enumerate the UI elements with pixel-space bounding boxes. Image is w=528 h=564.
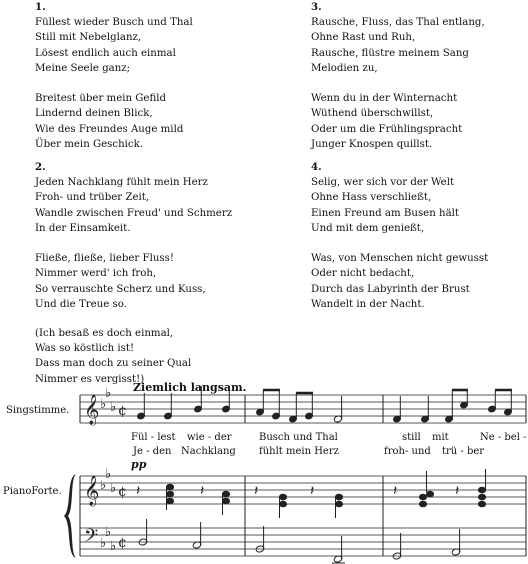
poem-line: Nimmer es vergisst!) [35,373,145,385]
poem-line: Ohne Rast und Ruh, [311,32,416,44]
lyric-v2: Nachklang [181,446,236,457]
poem-line: Was, von Menschen nicht gewusst [311,253,489,265]
poem-line: Oder nicht bedacht, [311,268,415,280]
svg-text:¢: ¢ [118,484,127,500]
svg-text:𝄽: 𝄽 [455,483,460,499]
voice-label: Singstimme. [6,405,70,416]
poem-line: Jeden Nachklang fühlt mein Herz [35,177,208,189]
poem-line: Wandle zwischen Freud' und Schmerz [35,207,233,219]
brace-icon [64,474,76,558]
svg-text:𝄽: 𝄽 [254,483,259,499]
poem-line: Und mit dem genießt, [311,222,425,234]
poem-line: Melodien zu, [311,62,378,74]
bass-clef-icon: 𝄢 [84,526,99,551]
poem-line: Ohne Hass verschließt, [311,192,432,204]
poem-line: Breitest über mein Gefild [35,93,167,105]
poem-line: Wandelt in der Nacht. [311,298,425,310]
piano-bass-notes [138,519,461,563]
poem-line: Über mein Geschick. [35,138,144,150]
svg-text:♭: ♭ [110,481,117,496]
voice-notes [137,386,513,423]
poem-line: Froh- und trüber Zeit, [35,192,150,204]
key-signature [100,386,116,554]
poem-line: (Ich besaß es doch einmal, [35,328,174,339]
stanza-number: 3. [311,1,322,13]
stanza-number: 4. [311,161,322,173]
poem-line: Lösest endlich auch einmal [35,47,176,59]
poem-line: Lindernd deinen Blick, [35,108,153,120]
poem-line: Junger Knospen quillst. [311,138,433,150]
poem-line: Wenn du in der Winternacht [311,93,458,105]
poem-line: Oder um die Frühlingspracht [311,123,463,135]
poem-line: Füllest wieder Busch und Thal [35,17,193,29]
lyric-v2: fühlt mein Herz [259,446,339,457]
poem-line: In der Einsamkeit. [35,222,131,234]
poem-line: Einen Freund am Busen hält [311,207,459,219]
poem-line: Still mit Nebelglanz, [35,32,142,44]
poem-line: Was so köstlich ist! [35,343,135,355]
svg-text:¢: ¢ [118,535,127,551]
poem-line: Wüthend überschwillst, [311,108,434,120]
lyric-v2: trü - ber [442,446,485,457]
dynamic-marking: pp [131,458,147,471]
lyric-v1: mit [432,432,449,443]
lyric-v1: wie - der [187,432,232,443]
svg-text:♭: ♭ [100,536,107,551]
treble-clef-icon: 𝄞 [84,395,100,425]
poem-line: Durch das Labyrinth der Brust [311,283,470,295]
svg-text:♭: ♭ [100,478,107,493]
poem-line: Fließe, fließe, lieber Fluss! [35,253,174,265]
tempo-marking: Ziemlich langsam. [133,381,247,394]
poem-line: Meine Seele ganz; [35,62,131,74]
svg-text:𝄽: 𝄽 [393,483,398,499]
poem-line: Selig, wer sich vor der Welt [311,177,455,189]
lyric-v2: Je - den [133,446,172,457]
poem-line: Und die Treue so. [35,298,127,310]
poem-line: Rausche, flüstre meinem Sang [311,47,469,59]
svg-text:𝄽: 𝄽 [310,483,315,499]
svg-text:𝄽: 𝄽 [200,483,205,499]
poem-line: Nimmer werd' ich froh, [35,268,157,280]
poem-line: Rausche, Fluss, das Thal entlang, [311,17,485,29]
svg-text:♭: ♭ [110,400,117,415]
poem-line: Wie des Freundes Auge mild [35,123,184,135]
lyric-v2: froh- und [384,446,431,457]
svg-text:♭: ♭ [105,386,112,401]
lyric-v1: Ne - bel - [480,432,527,443]
stanza-number: 1. [35,1,46,13]
piano-label: PianoForte. [3,486,62,497]
svg-text:♭: ♭ [110,539,117,554]
lyric-v1: Busch und Thal [259,432,338,443]
svg-text:𝄽: 𝄽 [136,483,141,499]
stanza-number: 2. [35,161,46,173]
time-signature [118,403,127,551]
svg-text:♭: ♭ [100,397,107,412]
svg-text:♭: ♭ [105,525,112,540]
poem-line: Dass man doch zu seiner Qual [35,358,192,370]
lyric-v1: Fül - lest [131,432,176,443]
poem-line: So verrauschte Scherz und Kuss, [35,283,206,295]
treble-clef-icon: 𝄞 [84,476,100,506]
lyric-v1: still [402,432,421,443]
svg-text:¢: ¢ [118,403,127,419]
svg-text:♭: ♭ [105,467,112,482]
